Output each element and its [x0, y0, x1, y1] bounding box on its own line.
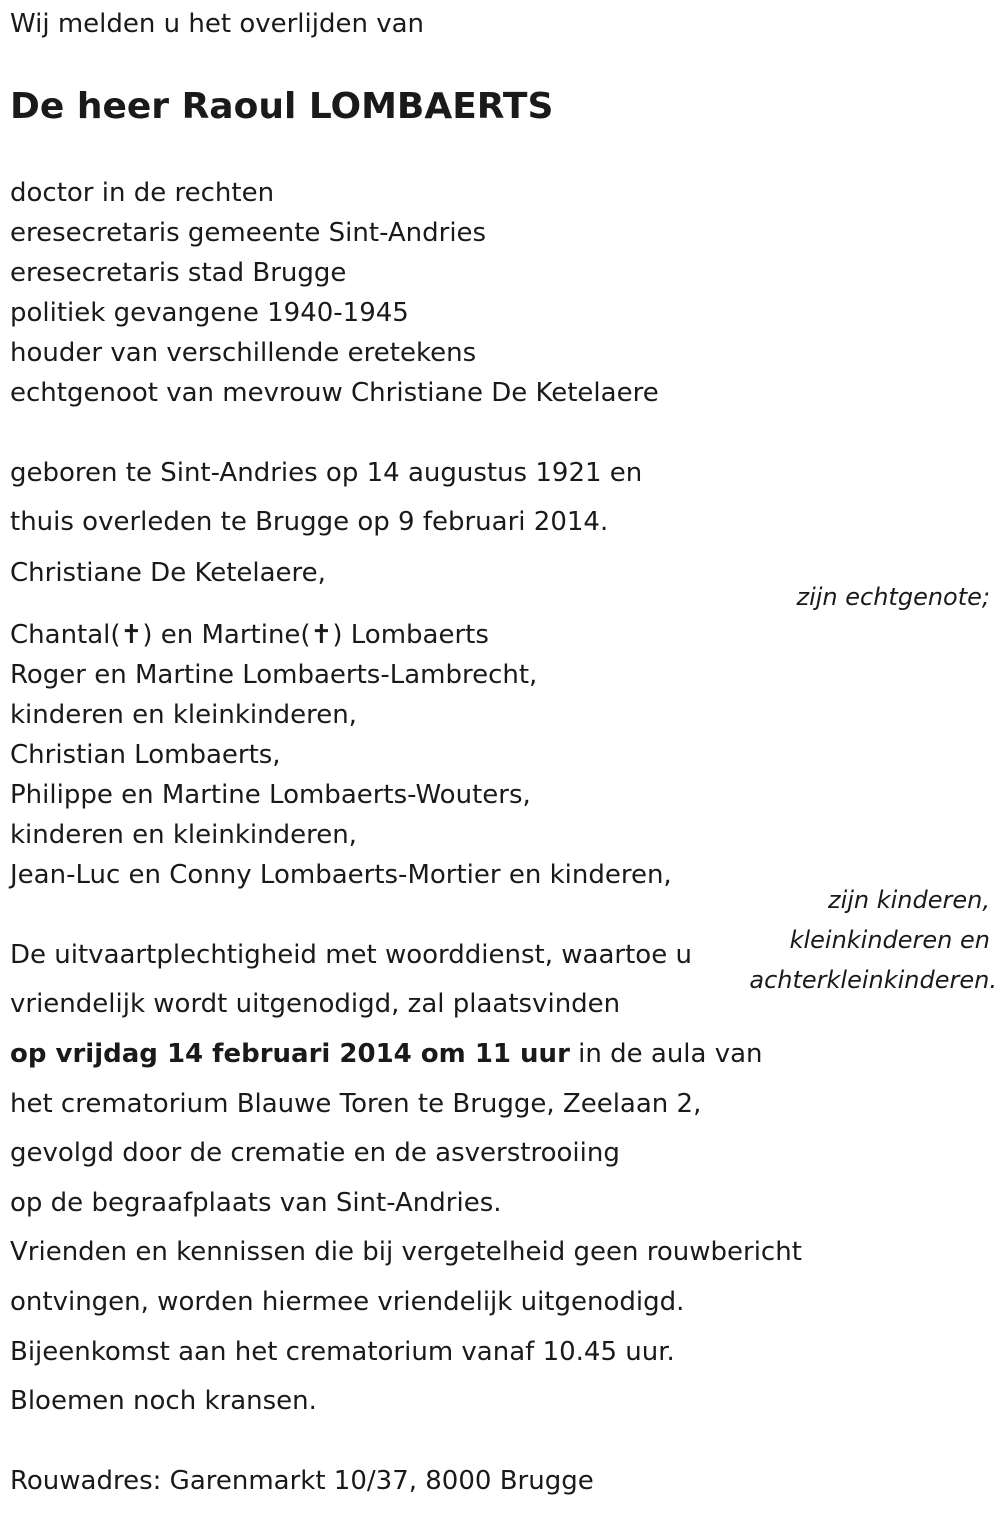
- spouse-role: zijn echtgenote;: [796, 583, 990, 611]
- family-role-line: kleinkinderen en: [789, 926, 990, 954]
- title-line: doctor in de rechten: [10, 178, 275, 208]
- family-role-line: achterkleinkinderen.: [749, 966, 997, 994]
- spouse-name: Christiane De Ketelaere,: [10, 558, 326, 588]
- death-line: thuis overleden te Brugge op 9 februari 2014.: [10, 507, 609, 537]
- title-line: houder van verschillende eretekens: [10, 338, 477, 368]
- ceremony-date-line: [10, 1038, 763, 1070]
- mourning-address: Rouwadres: Garenmarkt 10/37, 8000 Brugge: [10, 1466, 594, 1496]
- family-line: Philippe en Martine Lombaerts-Wouters,: [10, 780, 531, 810]
- intro-line: Wij melden u het overlijden van: [10, 9, 425, 39]
- ceremony-line: het crematorium Blauwe Toren te Brugge, Zeelaan 2,: [10, 1089, 702, 1119]
- family-role-line: zijn kinderen,: [827, 886, 990, 914]
- birth-line: geboren te Sint-Andries op 14 augustus 1921 en: [10, 458, 643, 488]
- note-line: Bloemen noch kransen.: [10, 1386, 317, 1416]
- family-line: kinderen en kleinkinderen,: [10, 700, 357, 730]
- title-line: eresecretaris stad Brugge: [10, 258, 347, 288]
- ceremony-line: De uitvaartplechtigheid met woorddienst, waartoe u: [10, 940, 692, 970]
- title-line: politiek gevangene 1940-1945: [10, 298, 409, 328]
- title-line: echtgenoot van mevrouw Christiane De Ketelaere: [10, 378, 659, 408]
- deceased-name: De heer Raoul LOMBAERTS: [10, 86, 554, 127]
- ceremony-line: gevolgd door de crematie en de asverstrooiing: [10, 1138, 620, 1168]
- ceremony-location-start: in de aula van: [569, 1039, 763, 1069]
- ceremony-line: op de begraafplaats van Sint-Andries.: [10, 1188, 502, 1218]
- family-line: Chantal(✝) en Martine(✝) Lombaerts: [10, 620, 489, 650]
- family-line: Jean-Luc en Conny Lombaerts-Mortier en kinderen,: [10, 860, 672, 890]
- ceremony-date: op vrijdag 14 februari 2014 om 11 uur: [10, 1039, 570, 1069]
- title-line: eresecretaris gemeente Sint-Andries: [10, 218, 487, 248]
- family-line: kinderen en kleinkinderen,: [10, 820, 357, 850]
- note-line: Bijeenkomst aan het crematorium vanaf 10.45 uur.: [10, 1337, 675, 1367]
- note-line: ontvingen, worden hiermee vriendelijk uitgenodigd.: [10, 1287, 685, 1317]
- family-line: Roger en Martine Lombaerts-Lambrecht,: [10, 660, 538, 690]
- note-line: Vrienden en kennissen die bij vergetelheid geen rouwbericht: [10, 1237, 802, 1267]
- ceremony-line: vriendelijk wordt uitgenodigd, zal plaatsvinden: [10, 989, 621, 1019]
- family-line: Christian Lombaerts,: [10, 740, 281, 770]
